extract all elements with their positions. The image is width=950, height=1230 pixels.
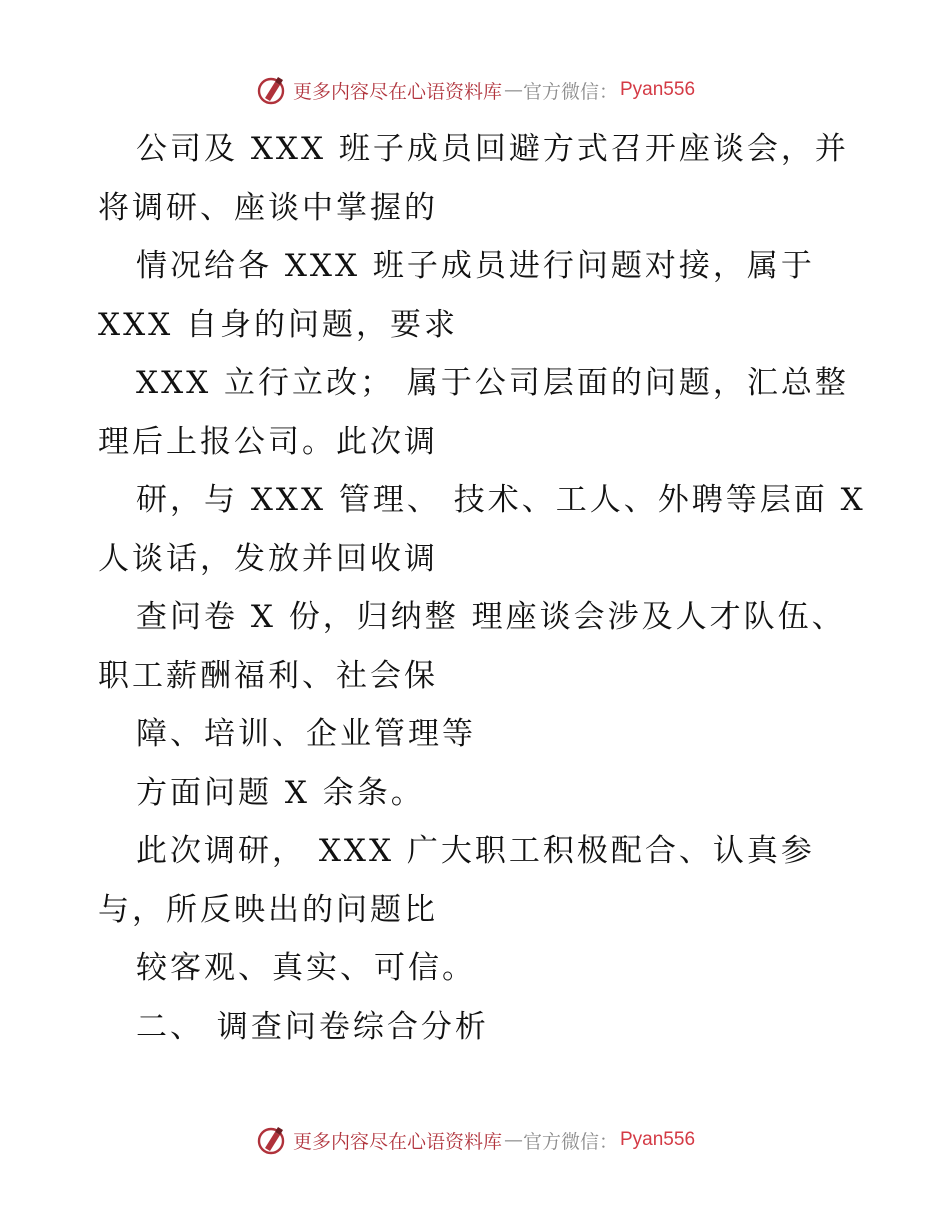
footer-banner	[0, 1120, 950, 1160]
section-heading: 二、 调查问卷综合分析	[136, 1008, 489, 1045]
banner-main-text: 更多内容尽在心语资料库	[292, 1130, 502, 1153]
pen-nib-logo-icon	[255, 74, 287, 106]
header-banner	[0, 70, 950, 110]
document-body	[98, 120, 868, 1056]
banner-tail-text: 官方微信：	[522, 1130, 618, 1153]
body-line: 障、培训、企业管理等	[136, 716, 476, 752]
body-line: XXX 自身的问题，要求	[98, 306, 459, 343]
body-line: XXX 立行立改； 属于公司层面的问题，汇总整	[136, 365, 849, 401]
banner-separator: —	[503, 79, 521, 101]
banner-wechat-id: Pyan556	[620, 1129, 696, 1150]
banner-wechat-id: Pyan556	[620, 79, 696, 100]
banner-separator: —	[503, 1129, 521, 1151]
body-line: 情况给各 XXX 班子成员进行问题对接，属于	[136, 248, 815, 284]
body-line: 理后上报公司。此次调	[98, 423, 438, 460]
body-line: 较客观、真实、可信。	[136, 950, 476, 986]
body-line: 人谈话，发放并回收调	[98, 540, 438, 577]
body-line: 职工薪酬福利、社会保	[98, 657, 438, 694]
body-line: 查问卷 X 份，归纳整 理座谈会涉及人才队伍、	[136, 599, 846, 635]
body-line: 方面问题 X 余条。	[136, 774, 425, 811]
body-line: 将调研、座谈中掌握的	[98, 189, 438, 226]
body-line: 与，所反映出的问题比	[98, 891, 438, 928]
body-line: 公司及 XXX 班子成员回避方式召开座谈会，并	[136, 131, 849, 167]
banner-tail-text: 官方微信：	[522, 80, 618, 103]
body-line: 研，与 XXX 管理、 技术、工人、外聘等层面 X	[136, 482, 866, 518]
banner-main-text: 更多内容尽在心语资料库	[292, 80, 502, 103]
body-line: 此次调研， XXX 广大职工积极配合、认真参	[136, 833, 815, 869]
pen-nib-logo-icon	[255, 1124, 287, 1156]
